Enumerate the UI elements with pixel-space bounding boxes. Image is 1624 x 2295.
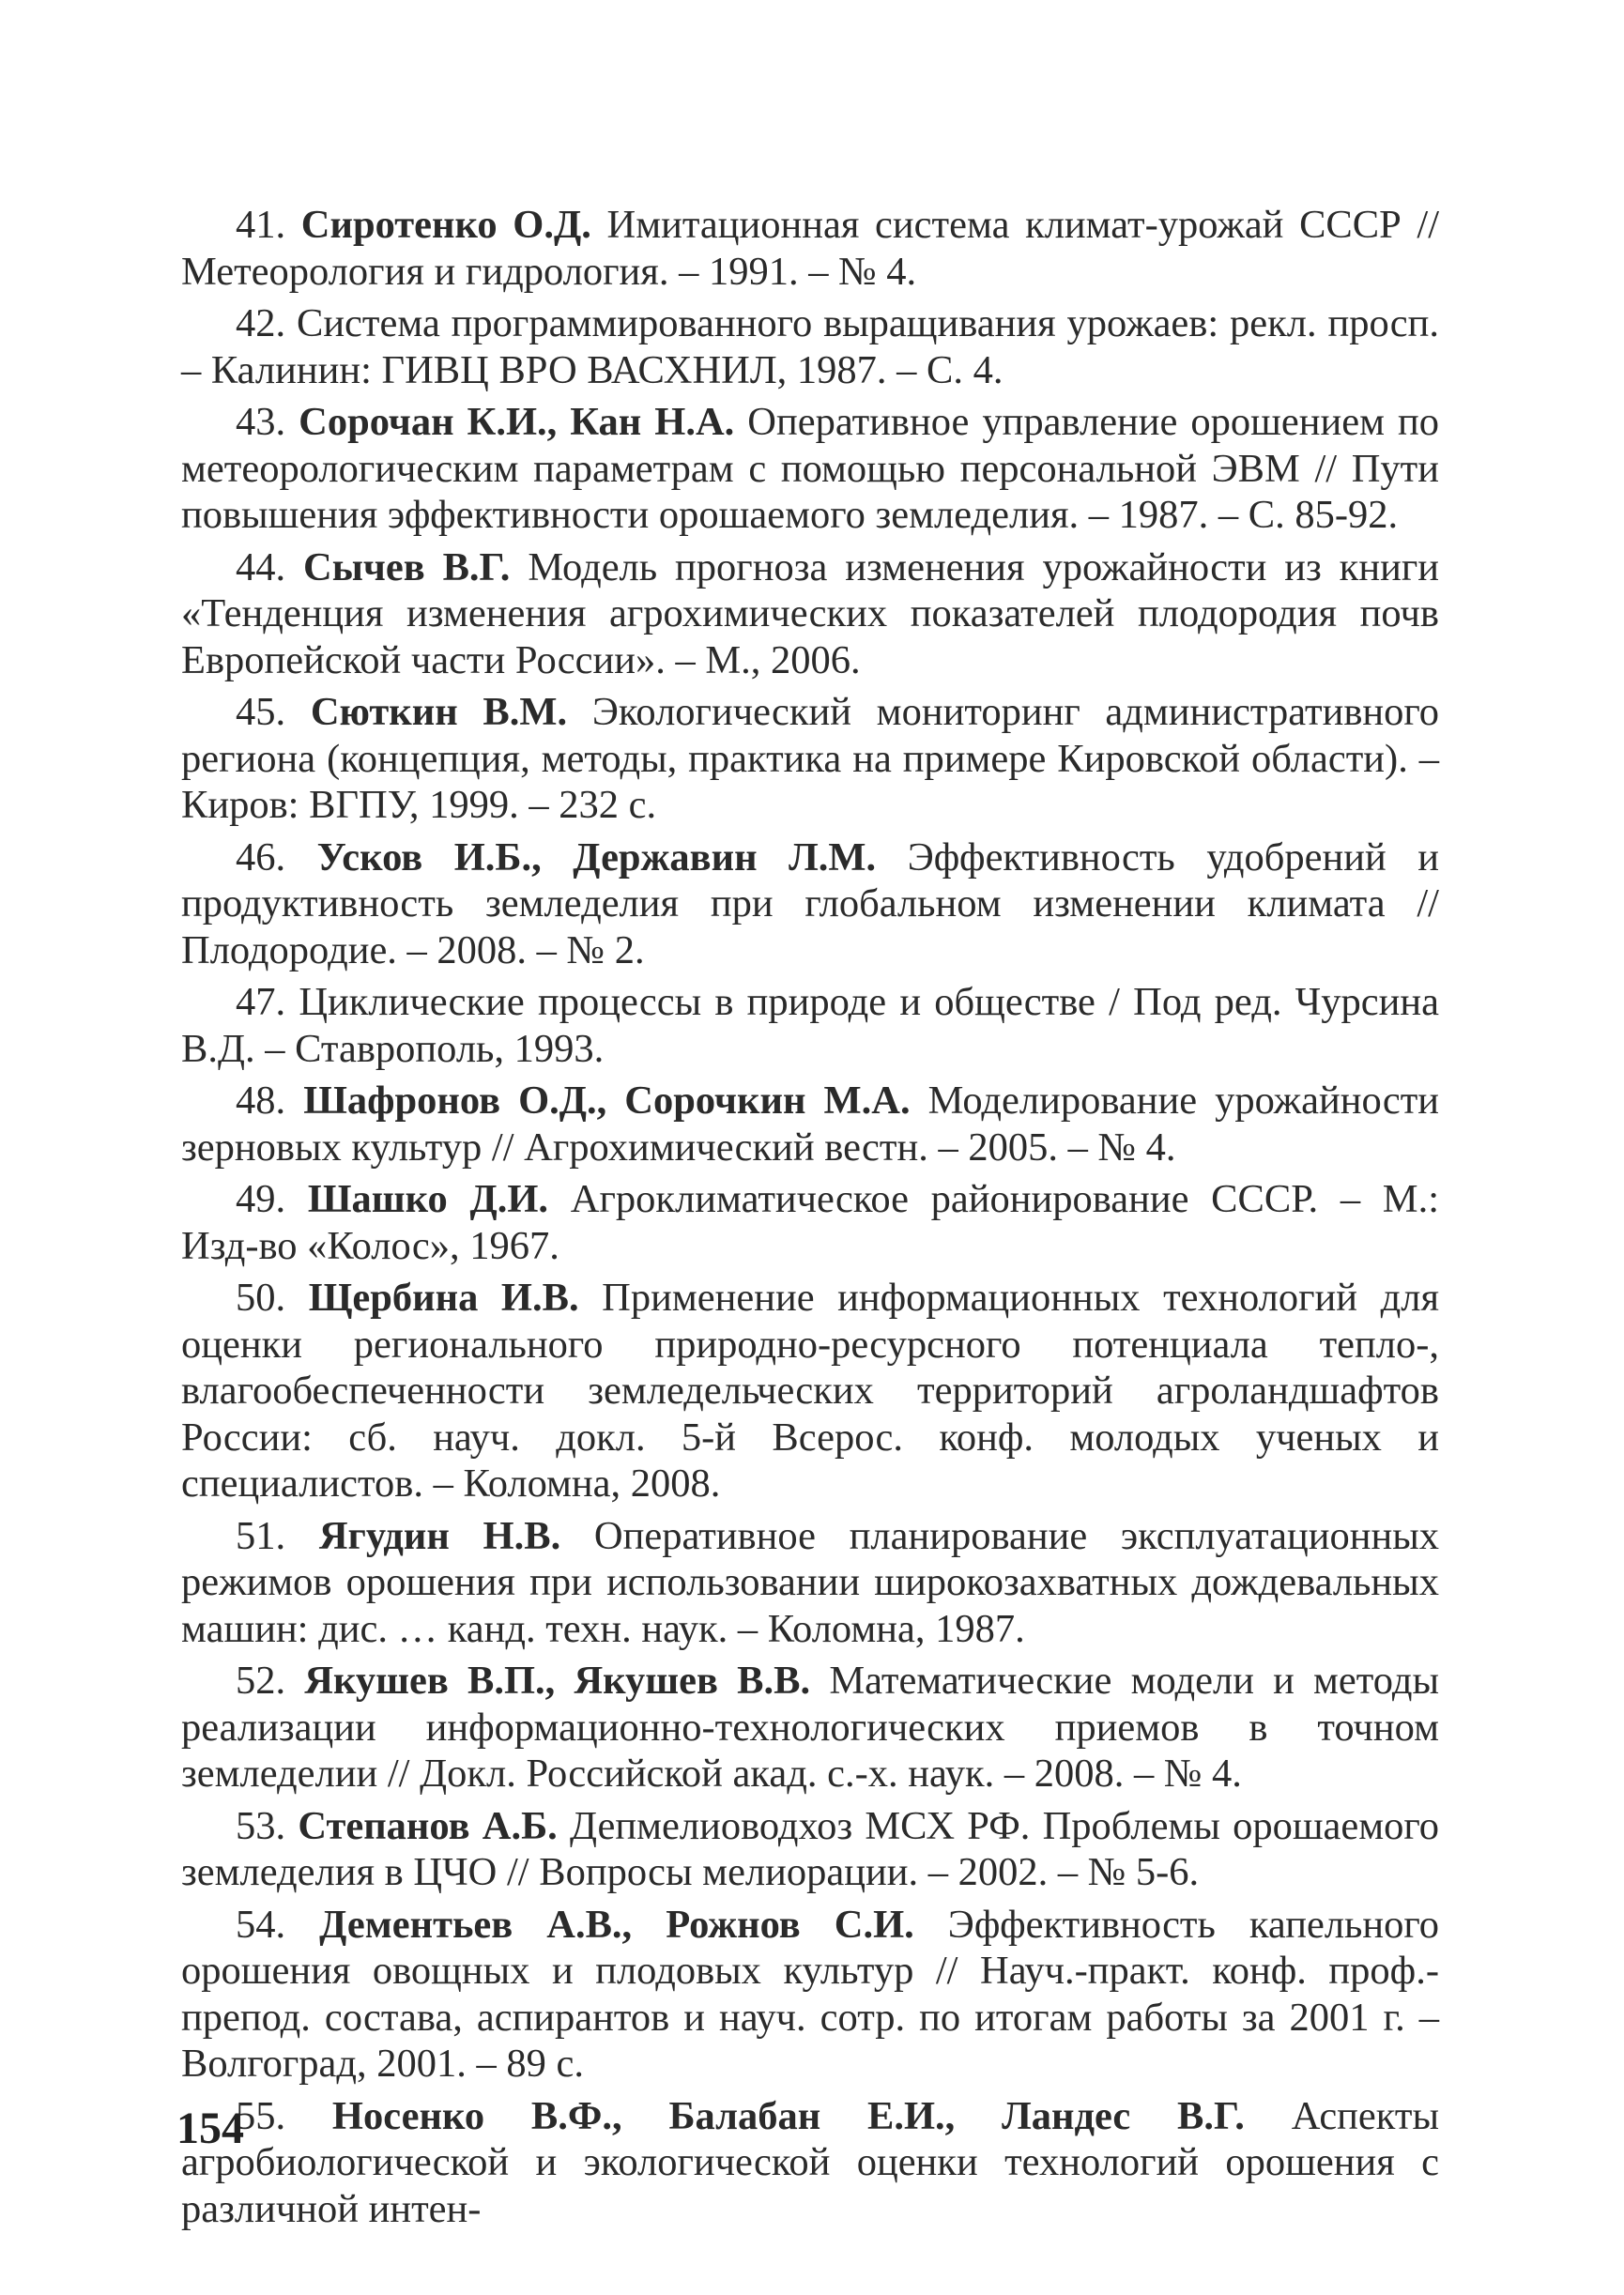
reference-entry-52 <box>181 1658 1439 1798</box>
entry-number: 43. <box>236 400 286 444</box>
entry-number: 54. <box>236 1902 286 1947</box>
entry-text: Депмелиоводхоз МСХ РФ. Проблемы орошаемого земледелия в ЦЧО // Вопросы мелиорации. – 2002. – № 5-6. <box>181 1803 1440 1894</box>
reference-entry-46 <box>181 834 1439 974</box>
entry-authors: Щербина И.В. <box>308 1276 579 1320</box>
entry-text: Моделирование урожайности зерновых культур // Агрохимический вестн. – 2005. – № 4. <box>181 1079 1440 1170</box>
entry-authors: Якушев В.П., Якушев В.В. <box>304 1659 811 1703</box>
reference-entry-48 <box>181 1078 1439 1170</box>
entry-authors: Ягудин Н.В. <box>318 1513 561 1558</box>
entry-text: Эффективность капельного орошения овощных и плодовых культур // Науч.-практ. конф. проф.-препод. состава, аспирантов и науч. сотр. по итогам работы за 2001 г. – Волгоград, 2001. – 89 с. <box>181 1902 1440 2086</box>
entry-authors: Шафронов О.Д., Сорочкин М.А. <box>303 1079 911 1123</box>
reference-entry-51 <box>181 1513 1439 1653</box>
entry-text: Эффективность удобрений и продуктивность земледелия при глобальном изменении климата // Плодородие. – 2008. – № 2. <box>181 834 1440 972</box>
entry-text: Агроклиматическое районирование СССР. – М.: Изд-во «Колос», 1967. <box>181 1177 1440 1268</box>
entry-text: Применение информационных технологий для оценки регионального природно-ресурсного потенциала тепло-, влагообеспеченности земледельческих территорий агроландшафтов России: сб. науч. докл. 5-й Всерос. конф. молодых ученых и специалистов. – Коломна, 2008. <box>181 1276 1440 1506</box>
entry-text: Оперативное планирование эксплуатационных режимов орошения при использовании широкозахватных дождевальных машин: дис. … канд. техн. наук. – Коломна, 1987. <box>181 1513 1439 1651</box>
entry-authors: Носенко В.Ф., Балабан Е.И., Ландес В.Г. <box>331 2093 1245 2138</box>
entry-authors: Сорочан К.И., Кан Н.А. <box>299 400 735 444</box>
entry-text: Математические модели и методы реализации информационно-технологических приемов в точном земледелии // Докл. Российской акад. с.-х. наук. – 2008. – № 4. <box>181 1659 1440 1796</box>
entry-authors: Степанов А.Б. <box>298 1803 558 1848</box>
entry-authors: Сиротенко О.Д. <box>300 203 591 247</box>
reference-entry-42 <box>181 300 1439 393</box>
reference-entry-53 <box>181 1803 1439 1896</box>
entry-number: 46. <box>236 834 286 880</box>
reference-entry-49 <box>181 1176 1439 1269</box>
page-number: 154 <box>176 2104 244 2153</box>
entry-number: 49. <box>236 1177 286 1221</box>
entry-number: 47. <box>236 980 286 1024</box>
entry-text: Модель прогноза изменения урожайности из книги «Тенденция изменения агрохимических показателей плодородия почв Европейской части России». – М., 2006. <box>181 544 1439 682</box>
entry-number: 48. <box>236 1079 286 1123</box>
entry-number: 44. <box>236 544 286 589</box>
reference-entry-47 <box>181 979 1439 1072</box>
entry-authors: Сюткин В.М. <box>310 690 568 734</box>
entry-number: 52. <box>236 1659 286 1703</box>
reference-list <box>181 202 1439 2238</box>
reference-entry-41 <box>181 202 1439 295</box>
entry-text: Имитационная система климат-урожай СССР // Метеорология и гидрология. – 1991. – № 4. <box>181 203 1439 294</box>
entry-text: Аспекты агробиологической и экологической оценки технологий орошения с различной интен- <box>181 2093 1440 2231</box>
entry-number: 51. <box>236 1513 286 1558</box>
entry-number: 50. <box>236 1276 286 1320</box>
entry-text: Экологический мониторинг административного региона (концепция, методы, практика на примере Кировской области). – Киров: ВГПУ, 1999. – 232 с. <box>181 690 1440 827</box>
entry-number: 55. <box>236 2093 286 2138</box>
reference-entry-43 <box>181 399 1439 539</box>
entry-text: Циклические процессы в природе и обществе / Под ред. Чурсина В.Д. – Ставрополь, 1993. <box>181 980 1439 1071</box>
entry-number: 45. <box>236 690 286 734</box>
entry-number: 41. <box>236 203 286 247</box>
reference-entry-54 <box>181 1902 1439 2088</box>
reference-entry-45 <box>181 689 1439 829</box>
reference-entry-50 <box>181 1275 1439 1507</box>
entry-authors: Усков И.Б., Державин Л.М. <box>316 834 877 880</box>
entry-number: 53. <box>236 1803 286 1848</box>
reference-entry-44 <box>181 544 1439 684</box>
entry-authors: Сычев В.Г. <box>303 544 511 589</box>
entry-text: Система программированного выращивания урожаев: рекл. просп. – Калинин: ГИВЦ ВРО ВАСХНИЛ, 1987. – С. 4. <box>181 301 1439 392</box>
entry-number: 42. <box>236 301 286 345</box>
entry-authors: Дементьев А.В., Рожнов С.И. <box>319 1902 914 1947</box>
entry-text: Оперативное управление орошением по метеорологическим параметрам с помощью персональной ЭВМ // Пути повышения эффективности орошаемого земледелия. – 1987. – С. 85-92. <box>181 400 1439 537</box>
entry-authors: Шашко Д.И. <box>307 1177 549 1221</box>
reference-entry-55 <box>181 2093 1439 2233</box>
